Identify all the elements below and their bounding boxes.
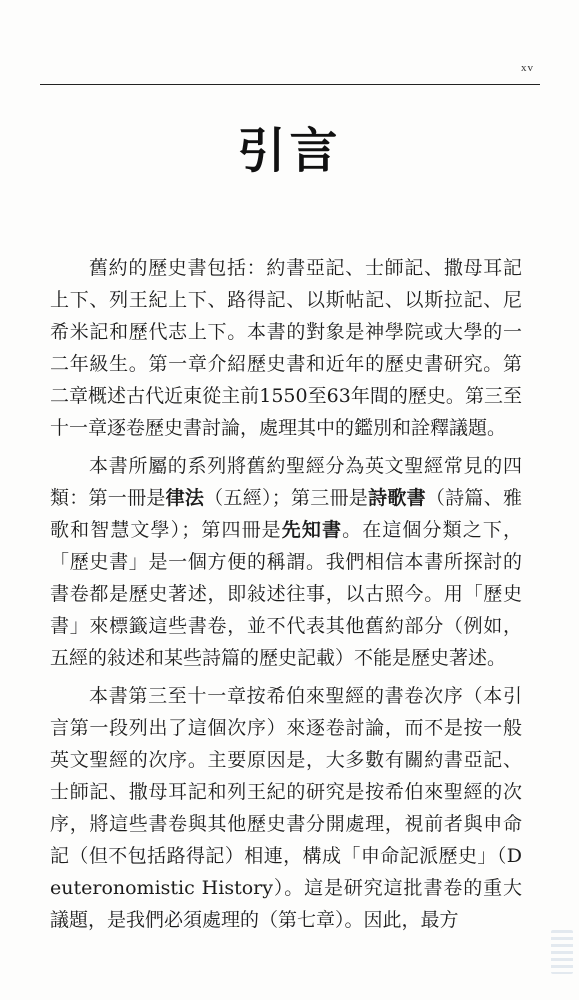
chapter-title: 引言: [237, 123, 342, 179]
term-poetry: 詩歌書: [368, 487, 426, 509]
paragraph-2: [50, 450, 522, 674]
paragraph-2-text: （詩篇、雅歌和智慧文學）；第四冊是: [50, 487, 522, 541]
paragraph-2-text: 本書所屬的系列將舊約聖經分為英文聖經常見的四類：第一冊是: [50, 455, 522, 509]
paragraph-2-text: （五經）；第三冊是: [204, 487, 369, 509]
paragraph-2-text: 。在這個分類之下，「歷史書」是一個方便的稱謂。我們相信本書所探討的書卷都是歷史著述，即敍述往事，以古照今。用「歷史書」來標籤這些書卷，並不代表其他舊約部分（例如，五經的敍述和某些詩篇的歷史記載）不能是歷史著述。: [50, 519, 522, 669]
term-law: 律法: [165, 487, 205, 509]
paragraph-1: 舊約的歷史書包括：約書亞記、士師記、撒母耳記上下、列王紀上下、路得記、以斯帖記、以斯拉記、尼希米記和歷代志上下。本書的對象是神學院或大學的一二年級生。第一章介紹歷史書和近年的歷史書研究。第二章概述古代近東從主前1550至63年間的歷史。第三至十一章逐卷歷史書討論，處理其中的鑑別和詮釋議題。: [50, 257, 522, 439]
edge-tab-mark: [551, 930, 573, 974]
paragraph-3: 本書第三至十一章按希伯來聖經的書卷次序（本引言第一段列出了這個次序）來逐卷討論，而不是按一般英文聖經的次序。主要原因是，大多數有關約書亞記、士師記、撒母耳記和列王紀的研究是按希伯來聖經的次序，將這些書卷與其他歷史書分開處理，視前者與申命記（但不包括路得記）相連，構成「申命記派歷史」（Deuteronomistic History）。這是研究這批書卷的重大議題，是我們必須處理的（第七章）。因此，最方: [50, 685, 522, 931]
term-prophets: 先知書: [281, 519, 343, 541]
body-text: [50, 252, 522, 942]
header-rule: [40, 84, 540, 85]
page-number: xv: [521, 62, 534, 74]
